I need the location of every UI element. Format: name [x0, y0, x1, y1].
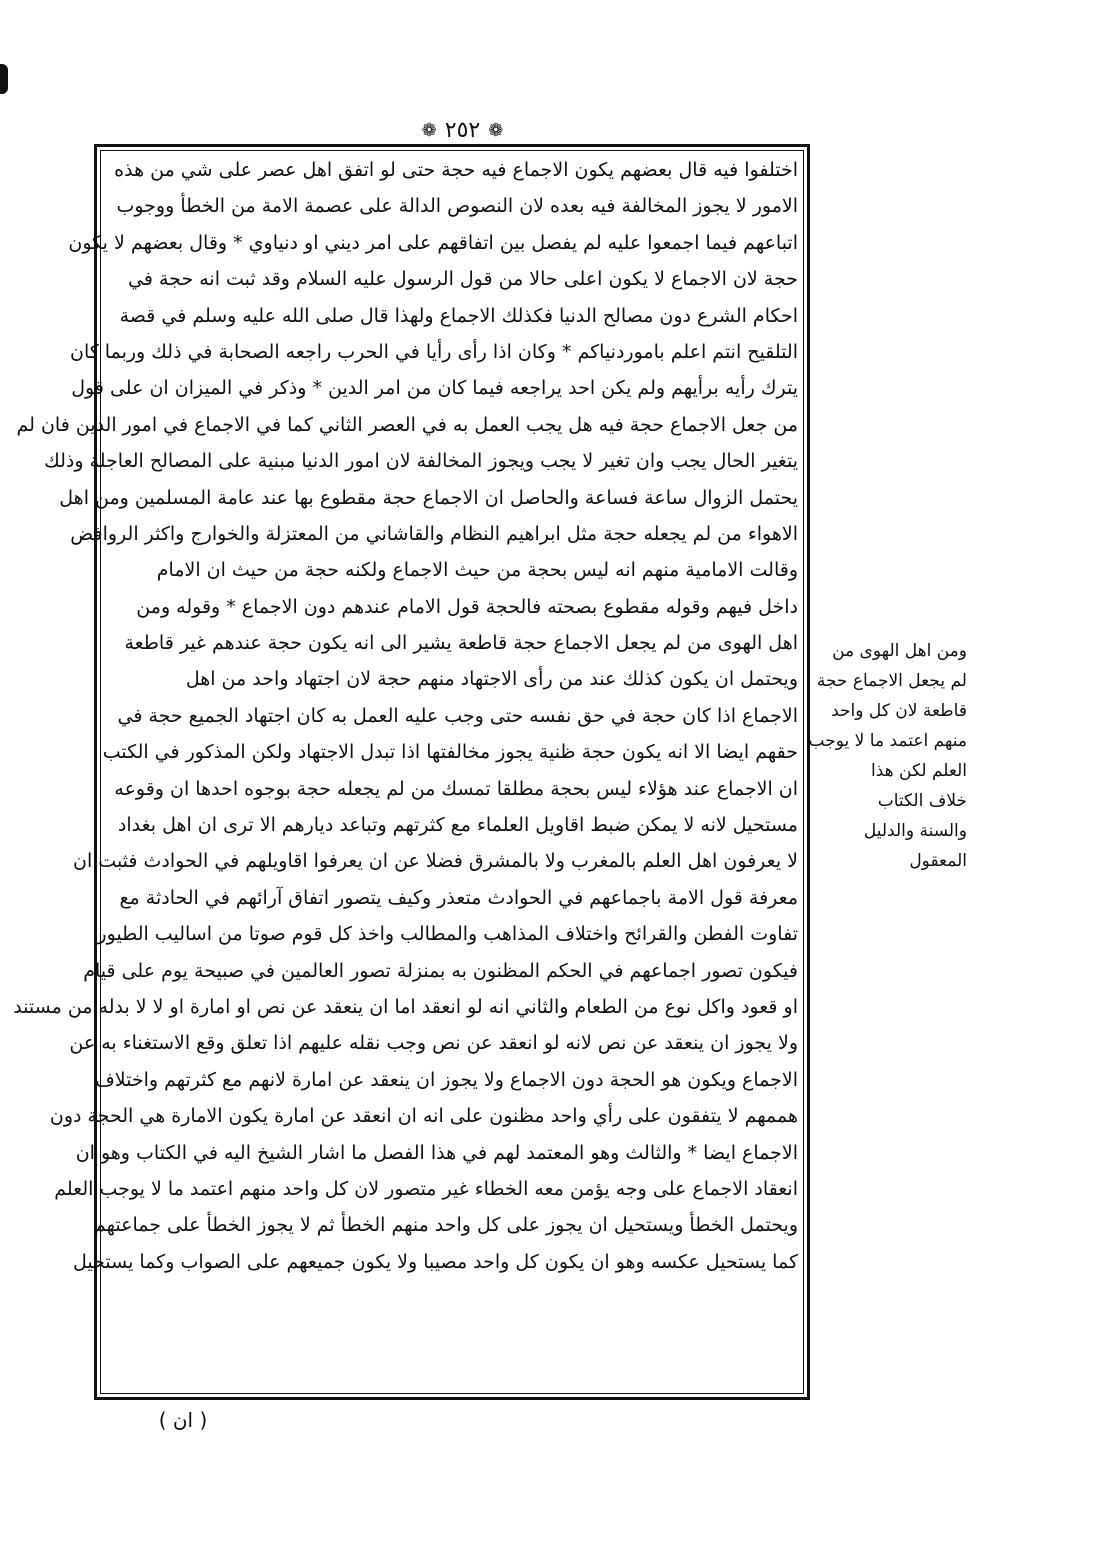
margin-note-line: لم يجعل الاجماع حجة: [816, 671, 967, 691]
text-line: وقالت الامامية منهم انه ليس بحجة من حيث الاجماع ولكنه حجة من حيث ان الامام: [156, 559, 798, 582]
text-line: من جعل الاجماع حجة فيه هل يجب العمل به في العصر الثاني كما في الاجماع في امور الدين فان لم: [16, 413, 798, 436]
text-line: الامور لا يجوز المخالفة فيه بعده لان النصوص الدالة على عصمة الامة من الخطأ ووجوب: [116, 195, 798, 218]
text-line: حجة لان الاجماع لا يكون اعلى حالا من قول الرسول عليه السلام وقد ثبت انه حجة في: [128, 268, 798, 291]
text-line: كما يستحيل عكسه وهو ان يكون كل واحد مصيبا ولا يكون جميعهم على الصواب وكما يستحيل: [73, 1250, 798, 1273]
page-number: ٢٥٢: [444, 117, 481, 143]
text-line: اتباعهم فيما اجمعوا عليه لم يفصل بين اتفاقهم على امر ديني او دنياوي * وقال بعضهم لا يكون: [68, 231, 798, 254]
text-line: تفاوت الفطن والقرائح واختلاف المذاهب والمطالب واخذ كل قوم صوتا من اساليب الطيور: [97, 923, 798, 946]
text-line: مستحيل لانه لا يمكن ضبط اقاويل العلماء مع كثرتهم وتباعد ديارهم الا ترى ان اهل بغداد: [117, 814, 798, 837]
text-line: يحتمل الزوال ساعة فساعة والحاصل ان الاجماع حجة مقطوع بها عند عامة المسلمين ومن اهل: [59, 486, 798, 509]
text-line: ان الاجماع عند هؤلاء ليس بحجة مطلقا تمسك من لم يجعله حجة بوجوه احدها ان وقوعه: [114, 777, 798, 800]
text-line: ولا يجوز ان ينعقد عن نص لانه لو انعقد عن نص وجب نقله عليهم اذا تعلق وقع الاستغناء به عن: [69, 1032, 798, 1055]
text-line: الاجماع ويكون هو الحجة دون الاجماع ولا يجوز ان ينعقد عن امارة لانهم مع كثرتهم واختلاف: [95, 1068, 798, 1091]
text-line: هممهم لا يتفقون على رأي واحد مظنون على انه ان انعقد عن امارة يكون الامارة هي الحجة دون: [49, 1105, 798, 1128]
margin-note-line: منهم اعتمد ما لا يوجب: [808, 731, 967, 751]
text-line: او قعود واكل نوع من الطعام والثاني انه لو انعقد اما ان ينعقد عن نص او امارة او لا لا بدله من مستند: [13, 995, 798, 1018]
text-line: يتغير الحال يجب وان تغير لا يجب ويجوز المخالفة لان امور الدنيا مبنية على المصالح العاجلة وذلك: [44, 450, 798, 473]
margin-note-line: قاطعة لان كل واحد: [831, 701, 967, 721]
text-line: حقهم ايضا الا انه يكون حجة ظنية يجوز مخالفتها اذا تبدل الاجتهاد ولكن المذكور في الكتب: [102, 741, 798, 764]
margin-note-line: خلاف الكتاب: [877, 791, 967, 811]
text-line: انعقاد الاجماع على وجه يؤمن معه الخطاء غير متصور لان كل واحد منهم اعتمد ما لا يوجب العلم: [54, 1177, 798, 1200]
margin-note-line: والسنة والدليل: [863, 821, 967, 841]
text-line: احكام الشرع دون مصالح الدنيا فكذلك الاجماع ولهذا قال صلى الله عليه وسلم في قصة: [119, 304, 798, 327]
page-header: [405, 112, 520, 148]
text-line: داخل فيهم وقوله مقطوع بصحته فالحجة قول الامام عندهم دون الاجماع * وقوله ومن: [136, 595, 798, 618]
text-line: فيكون تصور اجماعهم في الحكم المظنون به بمنزلة تصور العالمين في صبيحة يوم على قيام: [83, 959, 798, 982]
main-text-block: [13, 152, 798, 1392]
ornament-left-icon: ❁: [488, 119, 504, 141]
margin-note-line: العلم لكن هذا: [871, 761, 967, 781]
page-edge-mark: [0, 64, 8, 94]
text-line: لا يعرفون اهل العلم بالمغرب ولا بالمشرق فضلا عن ان يعرفوا اقاويلهم في الحوادث فثبت ان: [73, 850, 798, 873]
text-line: الاجماع ايضا * والثالث وهو المعتمد لهم في هذا الفصل ما اشار الشيخ اليه في الكتاب وهو ان: [75, 1141, 798, 1164]
ornament-right-icon: ❁: [421, 119, 437, 141]
text-line: الاجماع اذا كان حجة في حق نفسه حتى وجب عليه العمل به كان اجتهاد الجميع حجة في: [117, 704, 798, 727]
text-line: معرفة قول الامة باجماعهم في الحوادث متعذر وكيف يتصور اتفاق آرائهم في الحادثة مع: [119, 886, 798, 909]
text-line: التلقيح انتم اعلم باموردنياكم * وكان اذا رأى رأيا في الحرب راجعه الصحابة في ذلك وربما كان: [69, 340, 798, 363]
text-line: ويحتمل ان يكون كذلك عند من رأى الاجتهاد منهم حجة لان اجتهاد واحد من اهل: [185, 668, 798, 691]
margin-note-line: المعقول: [909, 851, 967, 871]
text-line: ويحتمل الخطأ ويستحيل ان يجوز على كل واحد منهم الخطأ ثم لا يجوز الخطأ على جماعتهم: [93, 1214, 798, 1237]
text-line: الاهواء من لم يجعله حجة مثل ابراهيم النظام والقاشاني من المعتزلة والخوارج واكثر الروافض: [70, 522, 798, 545]
catchword: ( ان ): [158, 1408, 208, 1432]
text-line: اهل الهوى من لم يجعل الاجماع حجة قاطعة يشير الى انه يكون حجة عندهم غير قاطعة: [124, 632, 798, 655]
margin-note-line: ومن اهل الهوى من: [832, 641, 967, 661]
text-line: يترك رأيه برأيهم ولم يكن احد يراجعه فيما كان من امر الدين * وذكر في الميزان ان على قول: [71, 377, 798, 400]
margin-note: [808, 636, 967, 876]
text-line: اختلفوا فيه قال بعضهم يكون الاجماع فيه حجة حتى لو اتفق اهل عصر على شي من هذه: [114, 159, 798, 181]
